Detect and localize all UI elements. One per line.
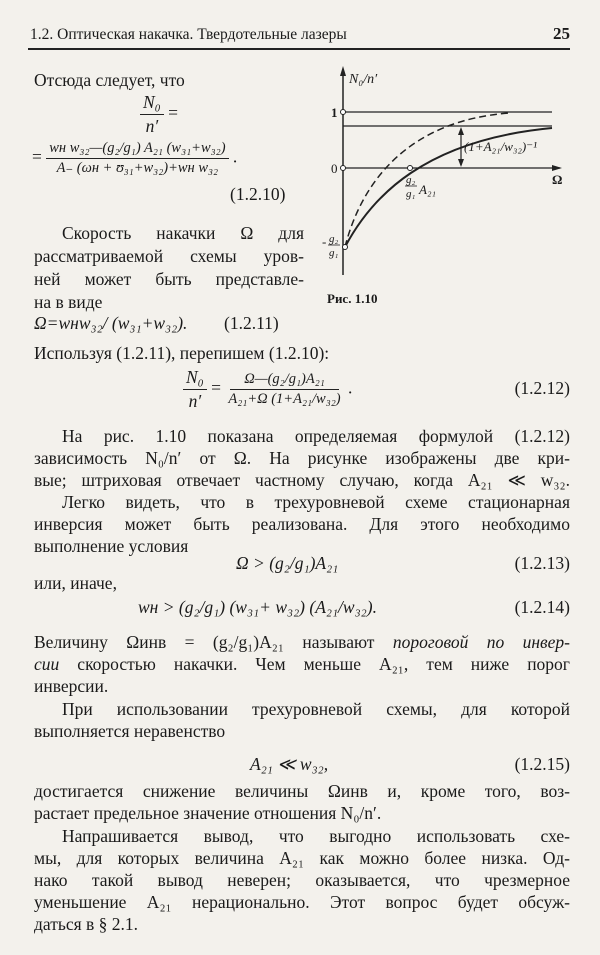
tick-label-0: 0 <box>331 161 338 176</box>
text-line: При использовании трехуровневой схемы, для которой <box>62 699 570 719</box>
term-italic: сии <box>34 654 60 674</box>
text-line: инверсии. <box>34 676 109 696</box>
text-line: Скорость накачки Ω для <box>62 223 304 243</box>
equation-1-2-11: Ω=wнw₃₂/ (w₃₁+w₃₂). <box>34 313 188 333</box>
text-line: даться в § 2.1. <box>34 914 139 934</box>
equals-sign: = <box>32 146 42 167</box>
figure-1-10 <box>0 0 600 340</box>
point-crossing <box>408 166 413 171</box>
text-line <box>34 654 570 675</box>
fraction-denominator: n′ <box>188 391 202 411</box>
text-line: инверсия может быть реализована. Для этого необходимо <box>34 514 570 534</box>
point-start <box>343 245 348 250</box>
text-line: выполнение условия <box>34 536 189 556</box>
running-header: 1.2. Оптическая накачка. Твердотельные лазеры <box>30 26 347 43</box>
figure-caption: Рис. 1.10 <box>327 291 378 306</box>
term-italic: пороговой по инвер- <box>392 632 570 652</box>
text-line: рассматриваемой схемы уров- <box>34 246 304 266</box>
y-axis-label: N₀/n′ <box>349 72 378 87</box>
gap-arrow-up-icon <box>458 127 464 135</box>
equation-label: (1.2.13) <box>514 553 570 573</box>
text-line: уменьшение A₂₁ нерационально. Этот вопрос будет обсуж- <box>34 892 570 912</box>
tick-neg-sign: - <box>322 234 327 249</box>
equation-label: (1.2.10) <box>230 184 286 204</box>
equation-1-2-15: A₂₁ ≪ w₃₂, <box>250 754 329 774</box>
text-line: вые; штриховая отвечает частному случаю, когда A₂₁ ≪ w₃₂. <box>34 470 570 490</box>
equation-label: (1.2.15) <box>514 754 570 774</box>
text-span: скоростью накачки. Чем меньше A₂₁, тем ниже порог <box>59 654 570 674</box>
tick-label-1: 1 <box>331 105 338 120</box>
crossing-den: g₁ <box>406 188 416 200</box>
equation-label: (1.2.14) <box>514 597 570 617</box>
text-line: нако такой вывод неверен; оказывается, что чрезмерное <box>34 870 570 890</box>
text-line: Используя (1.2.11), перепишем (1.2.10): <box>34 343 330 363</box>
point-0 <box>341 166 346 171</box>
y-axis-arrow-icon <box>340 66 346 76</box>
text-line: На рис. 1.10 показана определяемая формулой (1.2.12) <box>62 426 570 446</box>
equation-label: (1.2.12) <box>514 378 570 398</box>
text-line <box>34 632 570 653</box>
fraction-numerator: N₀ <box>183 367 207 390</box>
x-axis-arrow-icon <box>552 165 562 171</box>
tick-neg-num: g₂ <box>329 233 339 245</box>
text-line: или, иначе, <box>34 573 117 593</box>
text-span: Величину Ωинв = (g₂/g₁)A₂₁ называют <box>34 632 393 652</box>
text-line: Напрашивается вывод, что выгодно использовать схе- <box>62 826 570 846</box>
text-line: мы, для которых величина A₂₁ как можно более низка. Од- <box>34 848 570 868</box>
text-line: на в виде <box>34 292 103 312</box>
equation-1-2-12: $\frac{\text{N₀}}{n'}$ = $\frac{\text{Ω—(g₂/g₁)A₂₁}}{\text{A₂₁+Ω (1+A₂₁/w₃₂)}}$ . <box>183 367 352 412</box>
gap-arrow-down-icon <box>458 159 464 167</box>
fraction-denominator: A₋ (ωн + ʊ₃₁+w₃₂)+wн w₃₂ <box>56 160 219 176</box>
text-line: выполняется неравенство <box>34 721 226 741</box>
equation-1-2-10-rhs: = $\frac{\text{wн w₃₂—(g₂/g₁) A₂₁ (w₃₁+w₃₂)}}{\text{A₋ (ωн + ʊ₃₁+w₃₂)+wн w₃₂}}$ . <box>32 140 238 176</box>
text-line: Легко видеть, что в трехуровневой схеме стационарная <box>62 492 570 512</box>
gap-label: (1+A₂₁/w₃₂)⁻¹ <box>464 139 537 154</box>
equation-1-2-14: wн > (g₂/g₁) (w₃₁+ w₃₂) (A₂₁/w₃₂). <box>138 597 377 617</box>
text-line: ней может быть представле- <box>34 269 304 289</box>
fraction-denominator: A₂₁+Ω (1+A₂₁/w₃₂) <box>228 391 341 407</box>
text-line: Отсюда следует, что <box>34 70 185 90</box>
crossing-var: A₂₁ <box>419 182 436 197</box>
equals-sign: = <box>168 102 179 123</box>
fraction-denominator: n′ <box>145 116 159 136</box>
fraction-numerator: wн w₃₂—(g₂/g₁) A₂₁ (w₃₁+w₃₂) <box>46 140 228 159</box>
page-number: 25 <box>553 24 570 43</box>
x-axis-label: Ω <box>552 172 563 187</box>
text-line: зависимость N₀/n′ от Ω. На рисунке изображены две кри- <box>34 448 570 468</box>
fraction-numerator: Ω—(g₂/g₁)A₂₁ <box>230 371 339 390</box>
dashed-curve <box>345 113 510 247</box>
tick-neg-den: g₁ <box>329 247 339 259</box>
equation-label: (1.2.11) <box>224 313 279 333</box>
point-1 <box>341 110 346 115</box>
fraction-numerator: N₀ <box>140 92 164 115</box>
text-line: растает предельное значение отношения N₀/n′. <box>34 803 382 823</box>
equation-1-2-13: Ω > (g₂/g₁)A₂₁ <box>236 553 339 573</box>
crossing-num: g₂ <box>406 174 416 186</box>
text-line: достигается снижение величины Ωинв и, кроме того, воз- <box>34 781 570 801</box>
